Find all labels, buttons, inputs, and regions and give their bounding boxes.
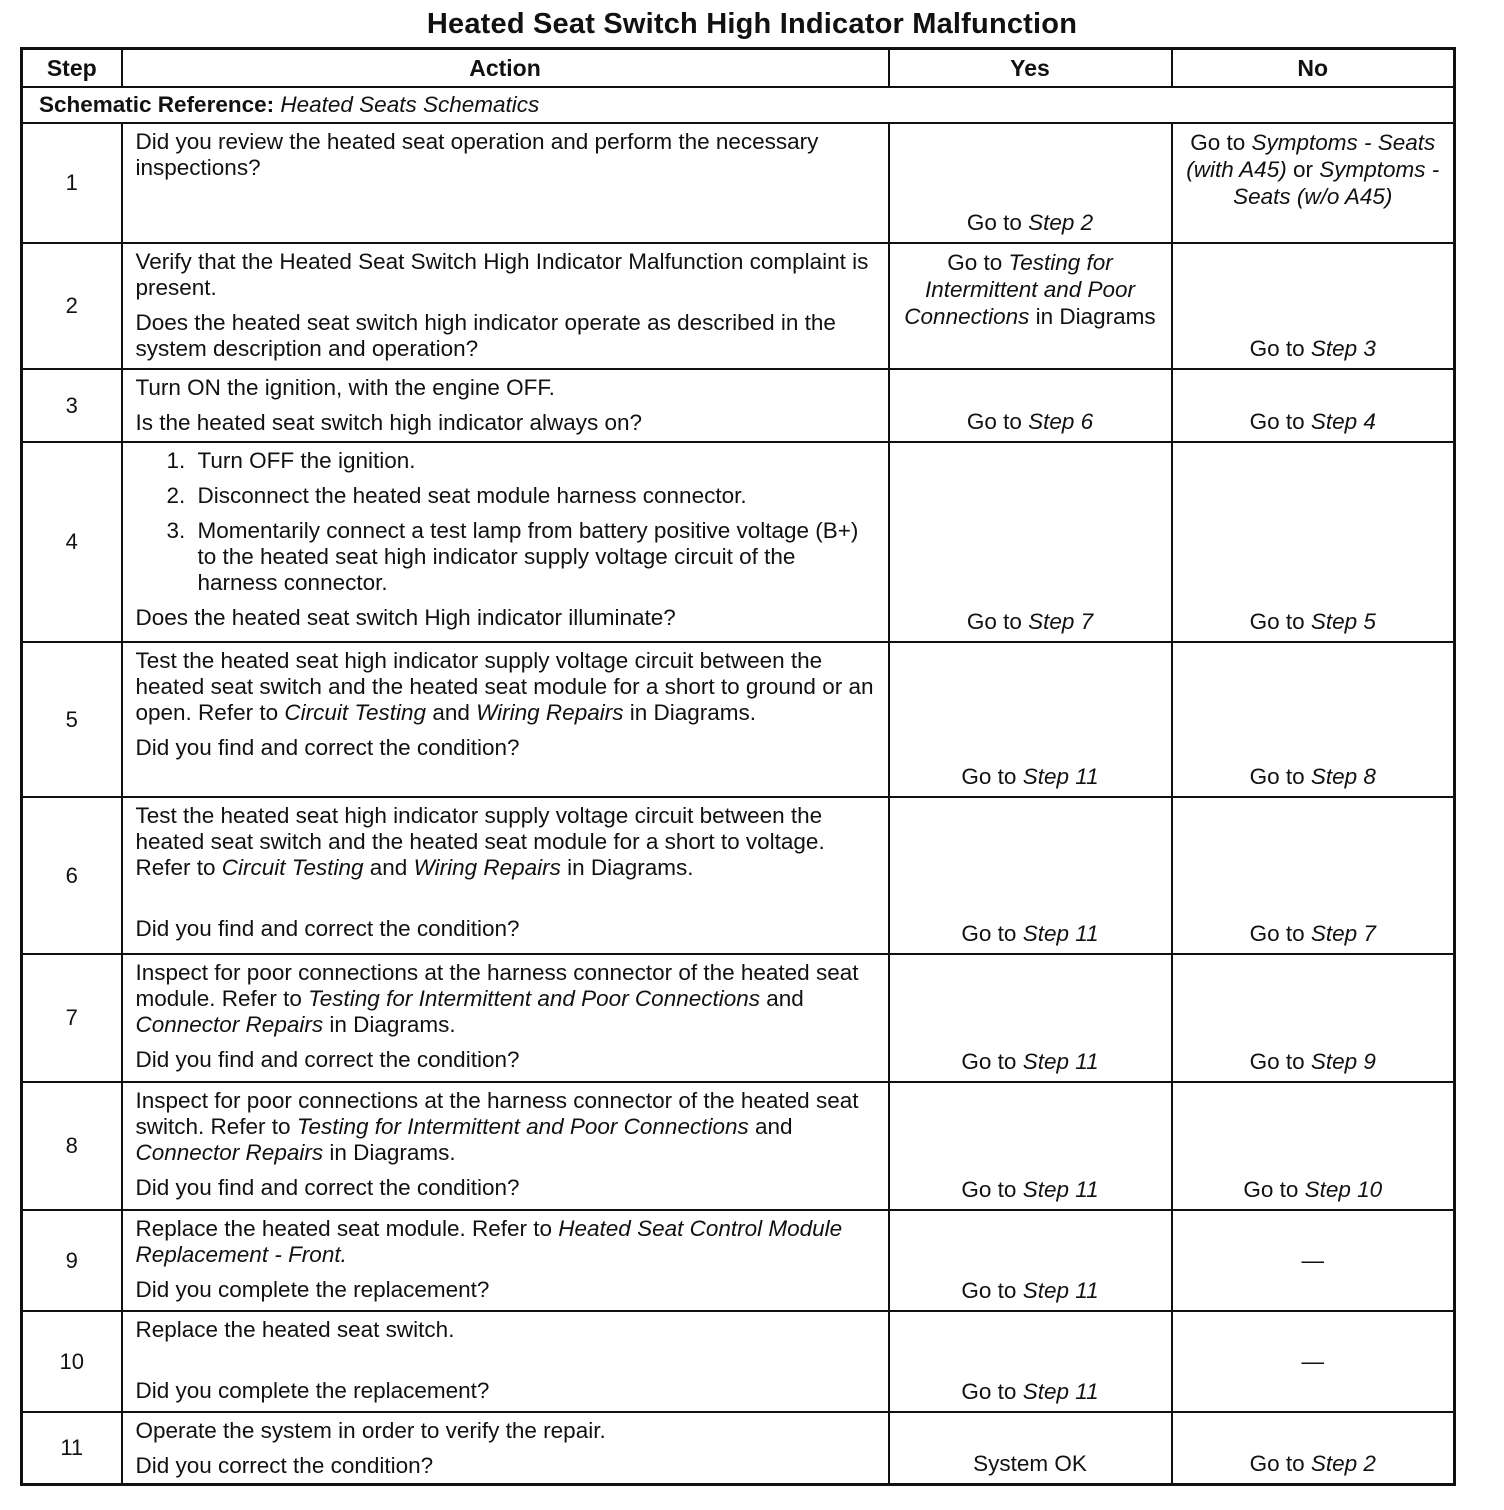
header-step: Step	[22, 49, 122, 88]
schematic-reference	[22, 87, 1455, 123]
no-prefix: Go to	[1243, 1177, 1305, 1202]
step-number: 9	[22, 1210, 122, 1311]
action-text	[136, 648, 876, 726]
step-number: 10	[22, 1311, 122, 1412]
yes-target: Step 11	[1022, 1278, 1099, 1303]
action-text	[136, 1216, 876, 1268]
yes-target: Step 11	[1022, 921, 1099, 946]
list-item: 2. Disconnect the heated seat module harness connector.	[192, 483, 876, 509]
no-dash: —	[1301, 1348, 1324, 1374]
yes-cell	[889, 642, 1172, 797]
no-cell	[1172, 954, 1455, 1082]
action-cell	[122, 954, 889, 1082]
step-number: 8	[22, 1082, 122, 1210]
action-text-part: and	[363, 855, 414, 880]
reference-link: Wiring Repairs	[476, 700, 624, 725]
yes-cell	[889, 1412, 1172, 1485]
action-question: Did you find and correct the condition?	[135, 1175, 520, 1200]
no-cell	[1172, 642, 1455, 797]
no-prefix: Go to	[1249, 409, 1311, 434]
action-question: Does the heated seat switch High indicator illuminate?	[135, 605, 676, 630]
no-cell	[1172, 1082, 1455, 1210]
action-text	[136, 803, 876, 881]
no-target: Step 4	[1310, 409, 1376, 434]
table-row	[22, 642, 1455, 797]
action-cell	[122, 1210, 889, 1311]
list-item: 1. Turn OFF the ignition.	[192, 448, 876, 474]
yes-result: System OK	[973, 1451, 1087, 1476]
header-yes: Yes	[889, 49, 1172, 88]
yes-prefix: Go to	[966, 409, 1029, 434]
action-text: Verify that the Heated Seat Switch High Indicator Malfunction complaint is present.	[135, 249, 869, 300]
action-cell	[122, 1412, 889, 1485]
yes-target: Step 6	[1028, 409, 1094, 434]
step-number: 4	[22, 442, 122, 642]
action-cell	[122, 1082, 889, 1210]
header-action: Action	[122, 49, 889, 88]
action-text-part: Replace the heated seat module. Refer to	[135, 1216, 559, 1241]
no-prefix: Go to	[1249, 1049, 1311, 1074]
action-question: Did you complete the replacement?	[135, 1378, 490, 1403]
no-cell	[1172, 797, 1455, 954]
yes-prefix: Go to	[961, 1278, 1023, 1303]
action-text-part: Inspect for poor connections at the harness connector of the heated seat module. Refer to	[135, 960, 859, 1011]
step-number: 6	[22, 797, 122, 954]
action-question: Did you find and correct the condition?	[135, 735, 520, 760]
schematic-reference-label: Schematic Reference:	[39, 92, 275, 117]
step-number: 11	[22, 1412, 122, 1485]
yes-target: Step 7	[1028, 609, 1094, 634]
schematic-reference-link: Heated Seats Schematics	[280, 92, 540, 117]
action-question: Does the heated seat switch high indicator operate as described in the system description and operation?	[135, 310, 836, 361]
yes-target: Testing for Intermittent and Poor Connections	[904, 250, 1136, 329]
list-item: 3. Momentarily connect a test lamp from battery positive voltage (B+) to the heated seat high indicator supply voltage circuit of the harness connector.	[192, 518, 876, 596]
action-question: Did you find and correct the condition?	[135, 1047, 520, 1072]
reference-link: Testing for Intermittent and Poor Connections	[296, 1114, 749, 1139]
yes-prefix: Go to	[961, 921, 1023, 946]
reference-link: Connector Repairs	[135, 1012, 324, 1037]
table-row	[22, 954, 1455, 1082]
table-row	[22, 1210, 1455, 1311]
no-prefix: Go to	[1249, 921, 1311, 946]
action-text-part: Inspect for poor connections at the harness connector of the heated seat switch. Refer to	[135, 1088, 859, 1139]
table-row	[22, 1311, 1455, 1412]
yes-cell	[889, 797, 1172, 954]
yes-cell	[889, 243, 1172, 369]
step-number: 7	[22, 954, 122, 1082]
action-cell	[122, 243, 889, 369]
reference-link: Circuit Testing	[284, 700, 427, 725]
yes-cell	[889, 123, 1172, 243]
action-question: Did you correct the condition?	[135, 1453, 434, 1478]
table-row	[22, 1082, 1455, 1210]
table-row	[22, 1412, 1455, 1485]
action-text-part: in Diagrams.	[560, 855, 694, 880]
action-question: Did you complete the replacement?	[135, 1277, 490, 1302]
action-text: Turn ON the ignition, with the engine OFF.	[135, 375, 555, 400]
action-text	[136, 960, 876, 1038]
yes-prefix: Go to	[966, 609, 1029, 634]
header-row	[22, 49, 1455, 88]
diagnostic-table	[20, 47, 1456, 1486]
action-text-part: and	[760, 986, 804, 1011]
yes-target: Step 11	[1022, 1177, 1099, 1202]
reference-link: Heated Seat Control Module Replacement - Front.	[135, 1216, 843, 1267]
action-text-part: Test the heated seat high indicator supply voltage circuit between the heated seat switch and the heated seat module for a short to voltage. Refer to	[135, 803, 825, 880]
no-prefix: Go to	[1249, 336, 1311, 361]
no-target: Step 10	[1304, 1177, 1383, 1202]
yes-cell	[889, 1210, 1172, 1311]
no-target-a: Symptoms - Seats (with A45)	[1186, 130, 1436, 182]
page-title: Heated Seat Switch High Indicator Malfunction	[426, 8, 1078, 40]
yes-target: Step 2	[1028, 210, 1094, 235]
action-question: Is the heated seat switch high indicator always on?	[135, 410, 643, 435]
reference-link: Testing for Intermittent and Poor Connections	[308, 986, 761, 1011]
step-number: 1	[22, 123, 122, 243]
reference-link: Connector Repairs	[135, 1140, 324, 1165]
action-cell	[122, 642, 889, 797]
action-text: Replace the heated seat switch.	[135, 1317, 455, 1342]
action-text-part: in Diagrams.	[323, 1140, 456, 1165]
action-cell	[122, 797, 889, 954]
yes-prefix: Go to	[961, 764, 1023, 789]
reference-link: Circuit Testing	[221, 855, 364, 880]
yes-suffix: in Diagrams	[1029, 304, 1156, 329]
no-target: Step 8	[1310, 764, 1376, 789]
header-no: No	[1172, 49, 1455, 88]
no-cell	[1172, 1210, 1455, 1311]
action-text-part: Test the heated seat high indicator supply voltage circuit between the heated seat switch and the heated seat module for a short to ground or an open. Refer to	[135, 648, 874, 725]
no-cell	[1172, 369, 1455, 442]
action-text: Did you review the heated seat operation and perform the necessary inspections?	[135, 129, 819, 180]
table-row	[22, 243, 1455, 369]
no-prefix: Go to	[1249, 764, 1311, 789]
action-text	[136, 1088, 876, 1166]
action-cell	[122, 1311, 889, 1412]
no-prefix: Go to	[1190, 130, 1252, 155]
no-target: Step 3	[1310, 336, 1376, 361]
action-question: Did you find and correct the condition?	[135, 916, 520, 941]
action-cell	[122, 123, 889, 243]
yes-prefix: Go to	[947, 250, 1009, 275]
no-cell	[1172, 123, 1455, 243]
no-target-b: Symptoms - Seats (w/o A45)	[1233, 157, 1440, 209]
action-cell	[122, 369, 889, 442]
yes-cell	[889, 1311, 1172, 1412]
yes-target: Step 11	[1022, 1049, 1099, 1074]
action-text-part: and	[748, 1114, 793, 1139]
no-cell	[1172, 243, 1455, 369]
no-dash: —	[1301, 1247, 1324, 1273]
action-steps-list	[136, 448, 876, 596]
no-prefix: Go to	[1249, 1451, 1311, 1476]
action-cell	[122, 442, 889, 642]
yes-cell	[889, 369, 1172, 442]
no-target: Step 7	[1310, 921, 1376, 946]
action-text-part: in Diagrams.	[623, 700, 757, 725]
step-number: 5	[22, 642, 122, 797]
table-row	[22, 123, 1455, 243]
schematic-reference-row	[22, 87, 1455, 123]
yes-prefix: Go to	[966, 210, 1029, 235]
no-cell	[1172, 442, 1455, 642]
step-number: 2	[22, 243, 122, 369]
no-cell	[1172, 1412, 1455, 1485]
yes-prefix: Go to	[961, 1379, 1023, 1404]
yes-cell	[889, 442, 1172, 642]
table-row	[22, 797, 1455, 954]
yes-prefix: Go to	[961, 1049, 1023, 1074]
yes-cell	[889, 954, 1172, 1082]
yes-target: Step 11	[1022, 1379, 1099, 1404]
no-target: Step 2	[1310, 1451, 1376, 1476]
action-text: Operate the system in order to verify the repair.	[135, 1418, 606, 1443]
yes-prefix: Go to	[961, 1177, 1023, 1202]
action-text-part: in Diagrams.	[323, 1012, 456, 1037]
yes-target: Step 11	[1022, 764, 1099, 789]
reference-link: Wiring Repairs	[413, 855, 561, 880]
action-text-part: and	[426, 700, 477, 725]
yes-cell	[889, 1082, 1172, 1210]
step-number: 3	[22, 369, 122, 442]
no-or: or	[1286, 157, 1320, 182]
no-cell	[1172, 1311, 1455, 1412]
no-target: Step 9	[1310, 1049, 1376, 1074]
no-target: Step 5	[1310, 609, 1376, 634]
no-prefix: Go to	[1249, 609, 1311, 634]
table-row	[22, 369, 1455, 442]
table-row	[22, 442, 1455, 642]
